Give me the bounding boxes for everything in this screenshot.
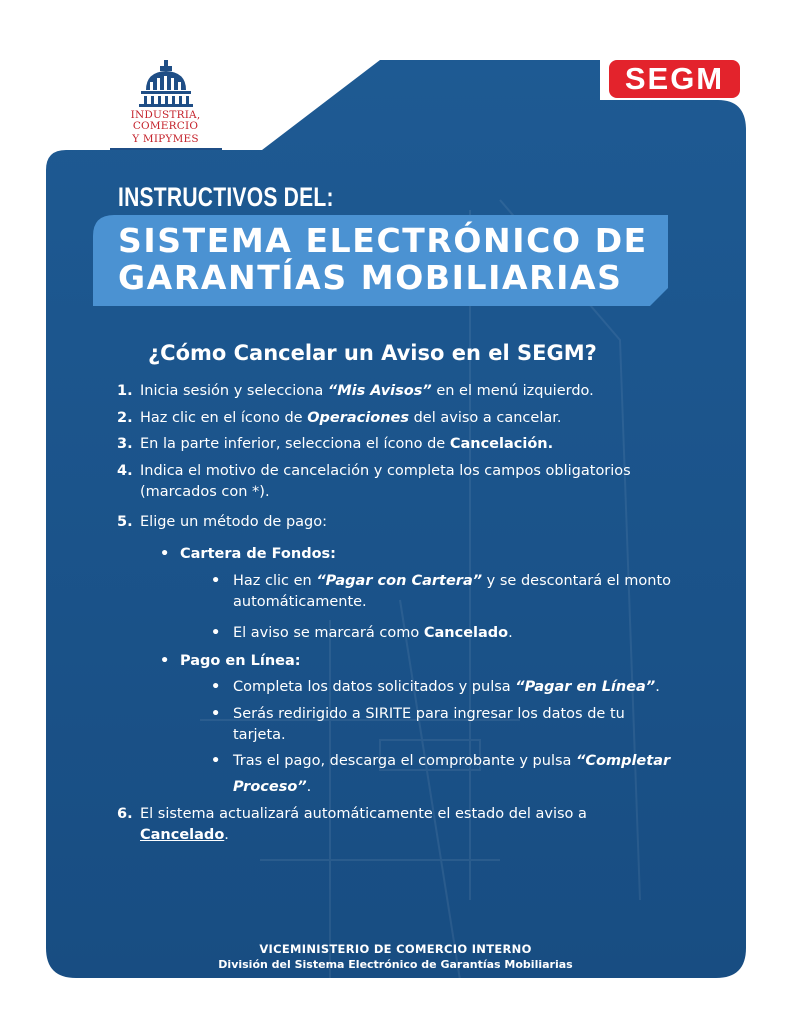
page-title [118, 222, 648, 296]
step-3-a: En la parte inferior, selecciona el ícono de [140, 436, 450, 452]
segm-badge: SEGM [609, 60, 740, 98]
linea-3-c: . [306, 779, 312, 795]
linea-item-2-line1: Serás redirigido a SIRITE para ingresar los datos de tu [233, 706, 625, 722]
step-2-b: Operaciones [307, 410, 409, 426]
step-6-line2 [140, 827, 229, 843]
footer-viceministerio: VICEMINISTERIO DE COMERCIO INTERNO [259, 942, 532, 956]
step-3-text [140, 436, 553, 452]
cartera-1-c: y se descontará el monto [482, 573, 672, 589]
step-2-number: 2. [117, 410, 133, 426]
step-5-number: 5. [117, 514, 133, 530]
step-6-b: Cancelado [140, 827, 225, 843]
linea-3-a: Tras el pago, descarga el comprobante y pulsa [233, 753, 577, 769]
linea-item-2-line2: tarjeta. [233, 727, 286, 743]
linea-item-3 [233, 753, 670, 769]
footer-division: División del Sistema Electrónico de Garantías Mobiliarias [218, 958, 573, 971]
step-4-line1: Indica el motivo de cancelación y completa los campos obligatorios [140, 463, 631, 479]
linea-3-line2-b: Proceso” [233, 779, 307, 795]
step-2-c: del aviso a cancelar. [408, 410, 562, 426]
bullet-linea-3: • [211, 753, 221, 769]
step-1-b: “Mis Avisos” [327, 383, 432, 399]
cartera-label: Cartera de Fondos: [180, 546, 336, 562]
cartera-2-c: . [508, 625, 513, 641]
step-2-text [140, 410, 561, 426]
bullet-linea: • [160, 653, 170, 669]
bullet-cartera: • [160, 546, 170, 562]
step-1-a: Inicia sesión y selecciona [140, 383, 328, 399]
cartera-1-a: Haz clic en [233, 573, 317, 589]
linea-item-3-line2 [233, 779, 311, 795]
step-4-line2: (marcados con *). [140, 484, 270, 500]
bullet-cartera-1: • [211, 573, 221, 589]
step-6-number: 6. [117, 806, 133, 822]
cartera-2-b: Cancelado [423, 625, 509, 641]
title-line2: GARANTÍAS MOBILIARIAS [118, 258, 623, 297]
step-2-a: Haz clic en el ícono de [140, 410, 308, 426]
linea-item-1 [233, 679, 660, 695]
bullet-cartera-2: • [211, 625, 221, 641]
step-3-b: Cancelación. [449, 436, 554, 452]
logo-text-line2: Y MIPYMES [132, 133, 199, 145]
step-1-number: 1. [117, 383, 133, 399]
logo-text-line1: INDUSTRIA, COMERCIO [130, 109, 201, 132]
linea-1-c: . [655, 679, 660, 695]
bullet-linea-1: • [211, 679, 221, 695]
step-5-text: Elige un método de pago: [140, 514, 328, 530]
title-line1: SISTEMA ELECTRÓNICO DE [118, 221, 648, 260]
instructivos-label: INSTRUCTIVOS DEL: [118, 182, 334, 212]
cartera-2-a: El aviso se marcará como [233, 625, 424, 641]
cartera-item-1 [233, 573, 671, 589]
question-heading: ¿Cómo Cancelar un Aviso en el SEGM? [148, 341, 597, 365]
linea-label: Pago en Línea: [180, 653, 301, 669]
step-1-c: en el menú izquierdo. [431, 383, 594, 399]
cartera-item-1-line2: automáticamente. [233, 594, 367, 610]
linea-1-b: “Pagar en Línea” [515, 679, 656, 695]
cartera-item-2 [233, 625, 513, 641]
cartera-1-b: “Pagar con Cartera” [316, 573, 483, 589]
step-3-number: 3. [117, 436, 133, 452]
step-1-text [140, 383, 594, 399]
linea-3-b: “Completar [576, 753, 671, 769]
step-6-c: . [224, 827, 229, 843]
step-4-number: 4. [117, 463, 133, 479]
bullet-linea-2: • [211, 706, 221, 722]
step-6-line1: El sistema actualizará automáticamente el estado del aviso a [140, 806, 587, 822]
linea-1-a: Completa los datos solicitados y pulsa [233, 679, 516, 695]
